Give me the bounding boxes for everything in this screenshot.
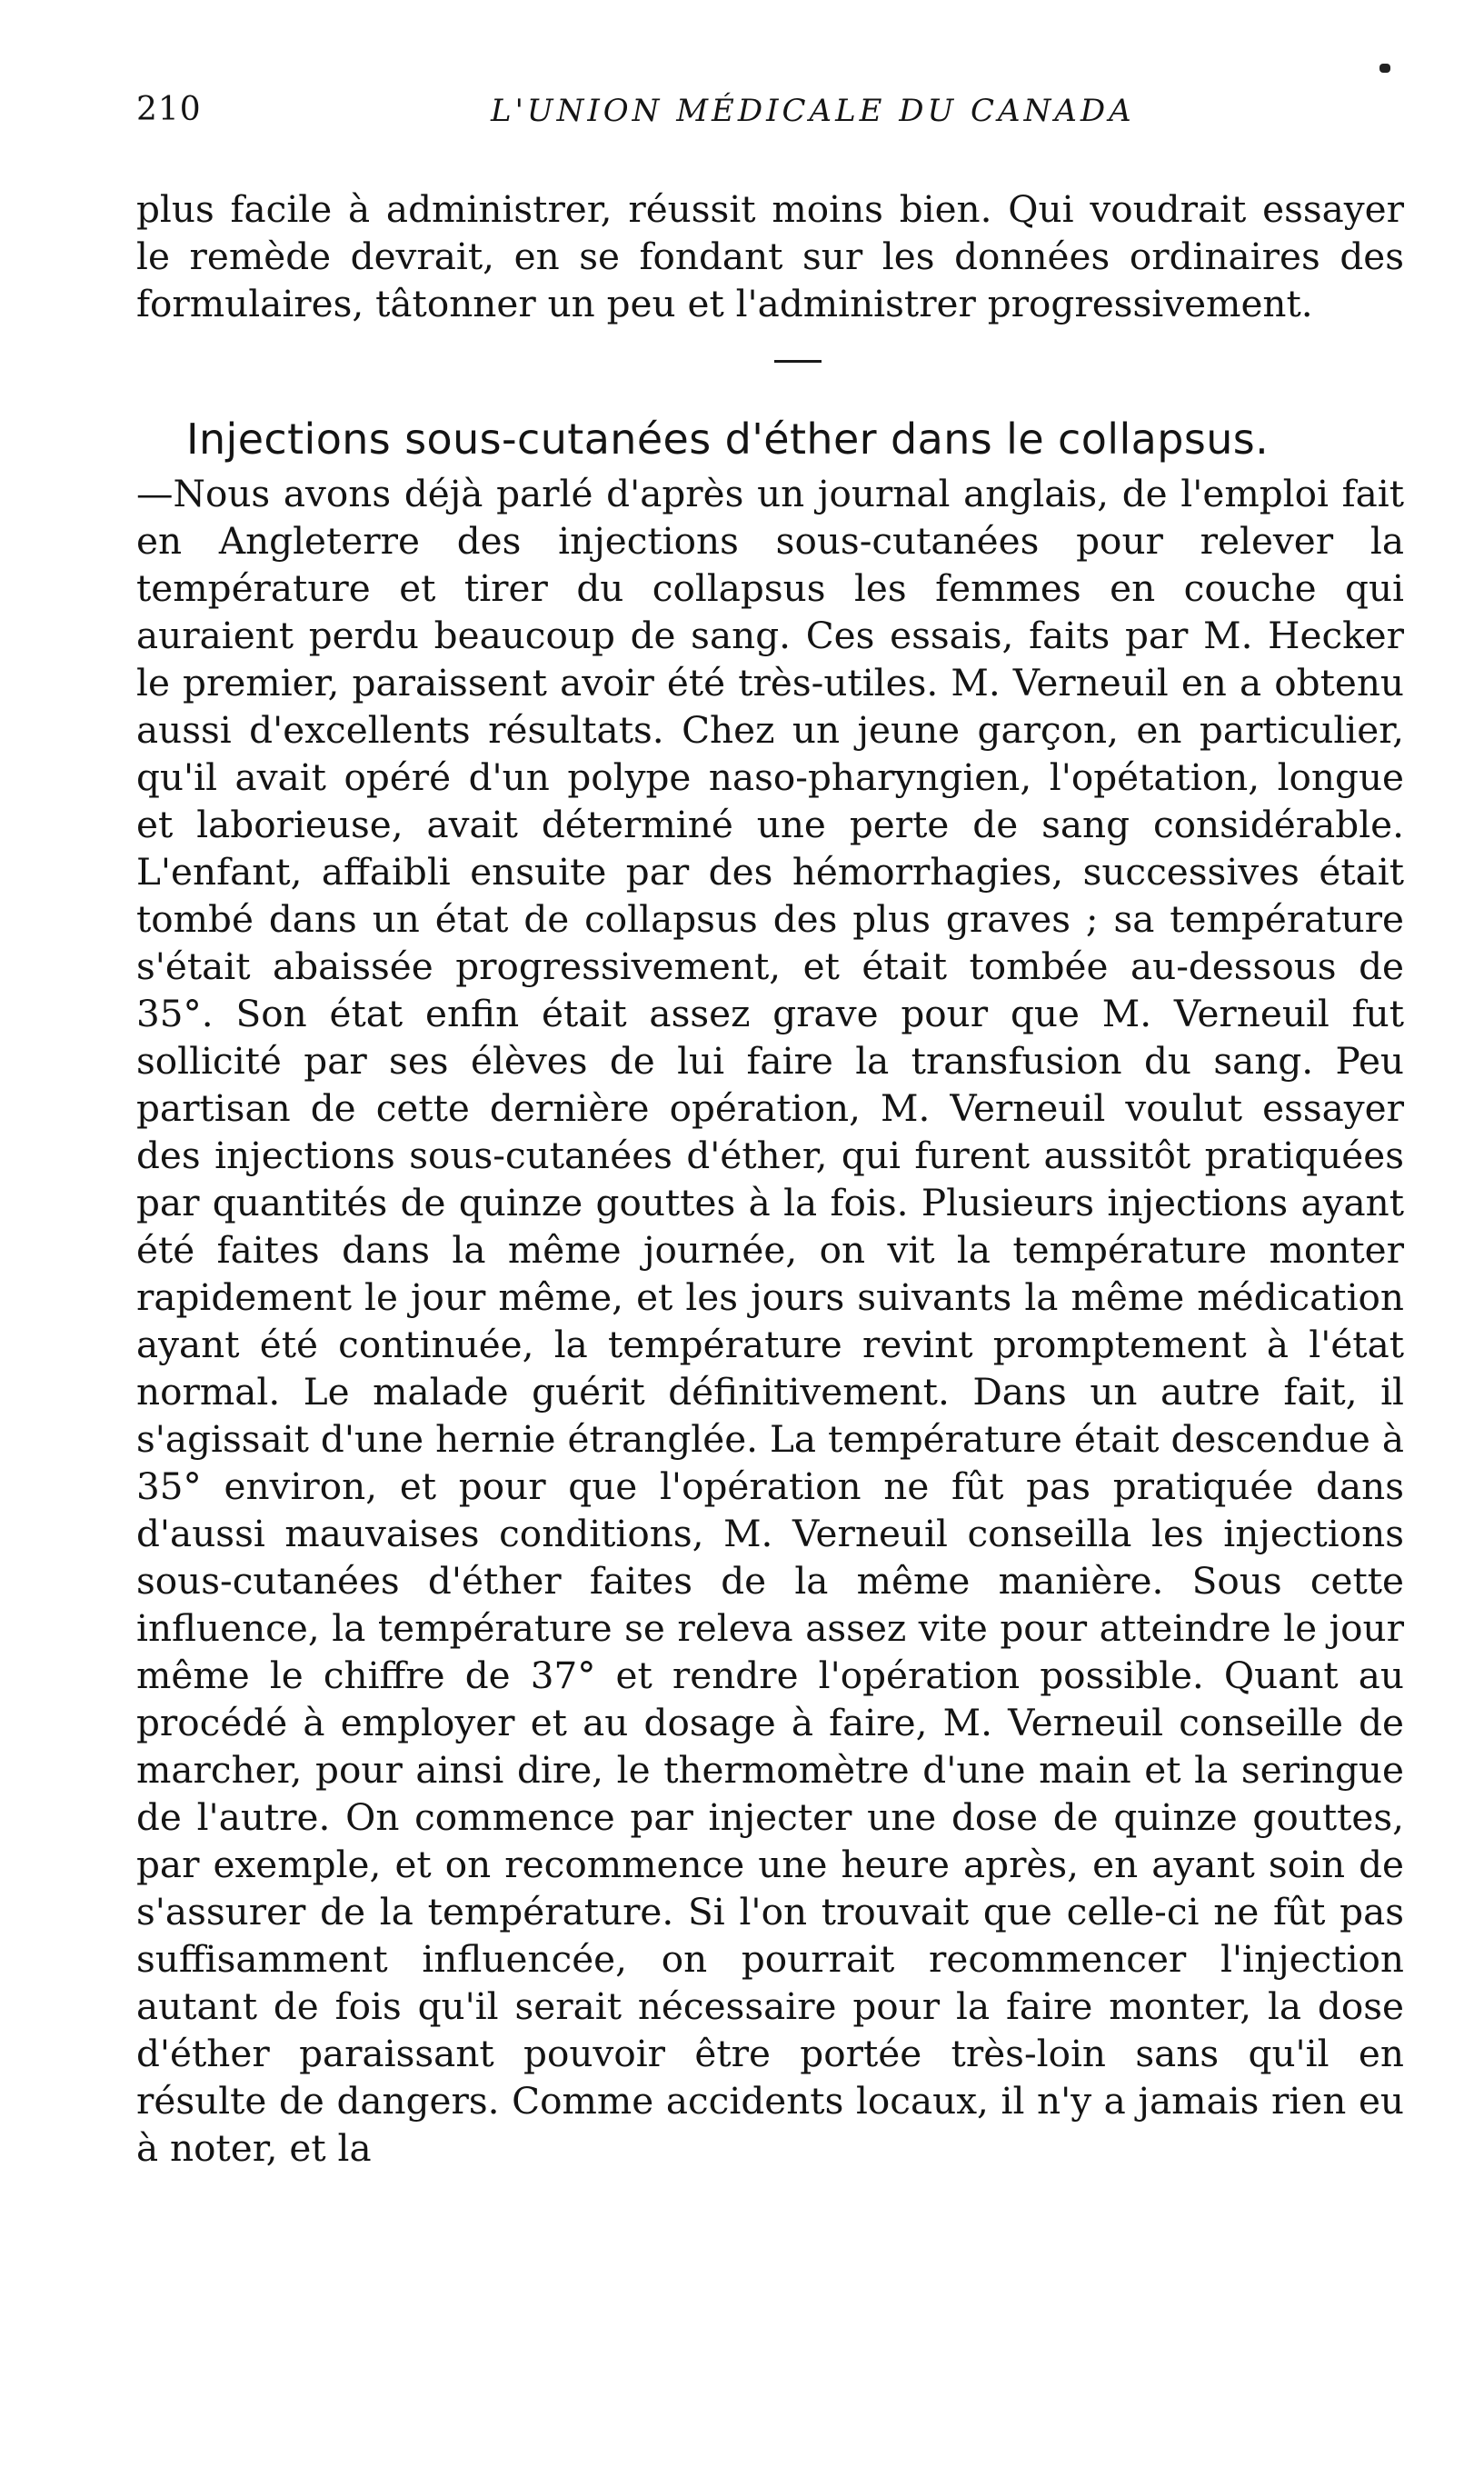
page-number: 210 bbox=[136, 91, 202, 128]
section-body: —Nous avons déjà parlé d'après un journal anglais, de l'emploi fait en Angleterre des injections sous-cutanées pour relever la température et tirer du collapsus les femmes en couche qui auraient perdu beaucoup de sang. Ces essais, faits par M. Hecker le premier, paraissent avoir été très-utiles. M. Verneuil en a obtenu aussi d'excellents résultats. Chez un jeune garçon, en particulier, qu'il avait opéré d'un polype naso-pharyngien, l'opétation, longue et laborieuse, avait déterminé une perte de sang considérable. L'enfant, affaibli ensuite par des hémorrhagies, successives était tombé dans un état de collapsus des plus graves ; sa température s'était abaissée progressivement, et était tombée au-dessous de 35°. Son état enfin était assez grave pour que M. Verneuil fut sollicité par ses élèves de lui faire la transfusion du sang. Peu partisan de cette dernière opération, M. Verneuil voulut essayer des injections sous-cutanées d'éther, qui furent aussitôt pratiquées par quantités de quinze gouttes à la fois. Plusieurs injections ayant été faites dans la même journée, on vit la température monter rapidement le jour même, et les jours suivants la même médication ayant été continuée, la température revint promptement à l'état normal. Le malade guérit définitivement. Dans un autre fait, il s'agissait d'une hernie étranglée. La température était descendue à 35° environ, et pour que l'opération ne fût pas pratiquée dans d'aussi mauvaises conditions, M. Verneuil conseilla les injections sous-cutanées d'éther faites de la même manière. Sous cette influence, la température se releva assez vite pour atteindre le jour même le chiffre de 37° et rendre l'opération possible. Quant au procédé à employer et au dosage à faire, M. Verneuil conseille de marcher, pour ainsi dire, le thermomètre d'une main et la seringue de l'autre. On commence par injecter une dose de quinze gouttes, par exemple, et on recommence une heure après, en ayant soin de s'assurer de la température. Si l'on trouvait que celle-ci ne fût pas suffisamment influencée, on pourrait recommencer l'injection autant de fois qu'il serait nécessaire pour la faire monter, la dose d'éther paraissant pouvoir être portée très-loin sans qu'il en résulte de dangers. Comme accidents locaux, il n'y a jamais rien eu à noter, et la bbox=[136, 472, 1404, 2170]
document-page bbox=[136, 91, 1404, 2172]
journal-title: L'UNION MÉDICALE DU CANADA bbox=[491, 93, 1135, 129]
section-heading: Injections sous-cutanées d'éther dans le collapsus. bbox=[186, 415, 1270, 464]
ink-speck bbox=[1379, 64, 1390, 73]
paragraph-continuation: plus facile à administrer, réussit moins bien. Qui voudrait essayer le remède devrait, en se fondant sur les données ordinaires des formulaires, tâtonner un peu et l'administrer progressivement. bbox=[136, 187, 1404, 325]
section-divider bbox=[774, 360, 822, 363]
running-header bbox=[136, 91, 1404, 145]
